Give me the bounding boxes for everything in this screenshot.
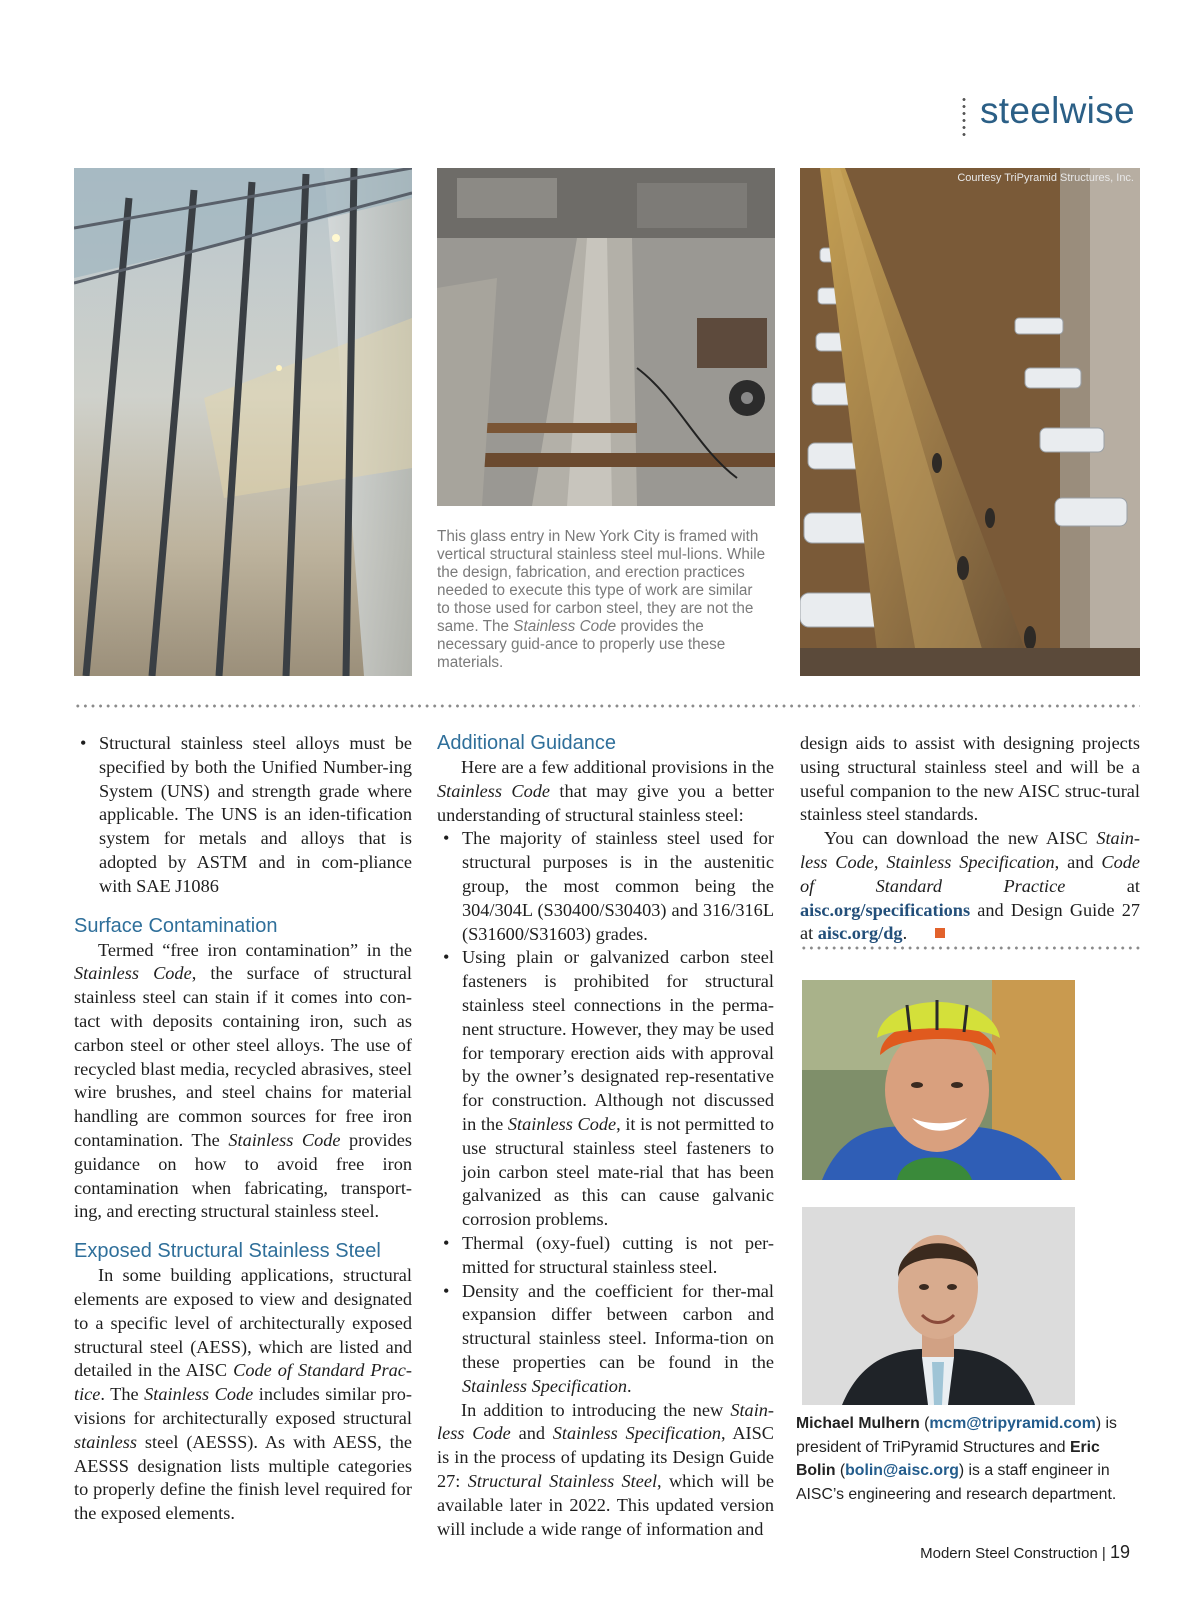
list-item	[437, 946, 774, 1232]
text: , the surface of structural stainless steel can stain if it comes into con-tact with deposits containing iron, such as carbon steel or other steel alloys. The use of recycled blast media, recycled abrasives, steel wire brushes, and steel chains for material handling are common sources for free iron contamination. The	[74, 963, 412, 1150]
paragraph-download	[800, 827, 1140, 946]
text: that may give you a better understanding of structural stainless steel:	[437, 780, 774, 825]
text-italic: Stainless Specification	[552, 1423, 721, 1444]
text-italic: Stainless Code	[437, 780, 551, 801]
text-italic: Stainless Specification	[462, 1375, 628, 1396]
list-item-text: The majority of stainless steel used for structural purposes is in the austenitic group, the most common being the 304/304L (S30400/S30403) and 316/316L (S31600/S31603) grades.	[462, 828, 774, 944]
text: ,	[873, 851, 887, 872]
photo-plate-on-rollers	[800, 168, 1140, 676]
text: provides guidance on how to avoid free iron contamination when fabricating, transport-ing, and erecting structural stainless steel.	[74, 1129, 412, 1222]
text-italic: Stain-less Code	[437, 1399, 774, 1444]
article-column-3	[800, 732, 1140, 946]
text: Here are a few additional provisions in the	[461, 757, 774, 777]
paragraph-surface	[74, 939, 412, 1225]
text: , and	[1054, 851, 1102, 872]
text-italic: Stainless Specification	[886, 851, 1055, 872]
bio-text: is president of TriPyramid Structures and	[796, 1415, 1117, 1456]
text-italic: Code of Standard Prac-tice	[74, 1360, 412, 1405]
photo-glass-entry	[74, 168, 412, 676]
article-column-2	[437, 730, 774, 1541]
paragraph-intro	[437, 756, 774, 827]
text: at	[1065, 875, 1140, 896]
text: Termed “free iron contamination” in the	[98, 939, 412, 960]
text: . The	[100, 1384, 145, 1405]
publication-name: Modern Steel Construction	[920, 1545, 1098, 1562]
text: .	[902, 923, 908, 944]
author-email-link[interactable]: mcm@tripyramid.com	[929, 1415, 1096, 1432]
divider-dotted-bio	[800, 946, 1140, 950]
list-item	[437, 1280, 774, 1399]
section-title: steelwise	[980, 90, 1135, 131]
text: Using plain or galvanized carbon steel fasteners is prohibited for structural stainless steel connections in the perma-nent structure. However, they may be used for temporary erection aids with approval by the owner’s designated rep-resentative for construction. Although not discussed in the	[462, 947, 774, 1134]
text: , it is not permitted to use structural stainless steel fasteners to join carbon steel mate-rial that has been galvanized as this can cause galvanic corrosion problems.	[462, 1113, 774, 1230]
text: and Design Guide 27 at	[800, 899, 1140, 944]
text: includes similar pro-visions for architecturally exposed structural	[74, 1384, 412, 1428]
author-name: Eric Bolin	[796, 1438, 1100, 1480]
author-name: Michael Mulhern	[796, 1415, 920, 1432]
text-italic: Code of Standard Practice	[800, 851, 1140, 896]
list-item	[437, 827, 774, 946]
divider-dotted	[74, 704, 1140, 708]
text: , AISC is in the process of updating its Design Guide 27:	[437, 1423, 774, 1491]
text: Density and the coefficient for ther-mal expansion differ between carbon and structural stainless steel. Informa-tion on these properties can be found in the	[462, 1280, 774, 1372]
header-dots	[962, 96, 966, 136]
photo-credit: Courtesy TriPyramid Structures, Inc.	[957, 172, 1134, 184]
list-item-text: Structural stainless steel alloys must be specified by both the Unified Number-ing System (UNS) and strength grade where applicable. The UNS is an iden-tification system for metals and alloys that is adopted by ASTM and in com-pliance with SAE J1086	[99, 733, 412, 896]
text-italic: Stainless Code	[507, 1113, 617, 1134]
heading-surface-contamination: Surface Contamination	[74, 914, 278, 937]
caption-text: This glass entry in New York City is framed with vertical structural stainless steel mul-lions. While the design, fabrication, and erection practices needed to execute this type of work are similar to those used for carbon steel, they are not the same. The	[437, 528, 766, 635]
caption-text-end: provides the necessary guid-ance to properly use these materials.	[437, 618, 726, 671]
caption-italic: Stainless Code	[513, 618, 617, 635]
text: .	[627, 1375, 632, 1396]
text-italic: Stainless Code	[228, 1129, 341, 1150]
end-mark-icon	[935, 928, 945, 938]
footer-separator: |	[1101, 1545, 1106, 1562]
text: In addition to introducing the new	[461, 1399, 731, 1420]
text-italic: Stain-less Code	[800, 828, 1140, 872]
paragraph-continued: design aids to assist with designing projects using structural stainless steel and will be a useful companion to the new AISC struc-tural stainless steel standards.	[800, 733, 1140, 825]
author-email-link[interactable]: bolin@aisc.org	[845, 1462, 959, 1480]
author-bio: Michael Mulhern (mcm@tripyramid.com) is president of TriPyramid Structures and Eric Bolin (bolin@aisc.org) is a staff engineer in AISC’s engineering and research department.	[796, 1415, 1117, 1503]
list-item	[74, 732, 412, 899]
text: and	[510, 1423, 553, 1444]
paragraph-exposed	[74, 1264, 412, 1526]
heading-additional-guidance: Additional Guidance	[437, 732, 617, 754]
photo-stainless-members	[437, 168, 775, 506]
page-footer	[920, 1542, 1130, 1563]
article-column-1	[74, 732, 412, 1526]
headshot-michael-mulhern	[802, 980, 1075, 1180]
list-item	[437, 1232, 774, 1280]
list-item-text: Thermal (oxy-fuel) cutting is not per-mitted for structural stainless steel.	[462, 1232, 774, 1277]
page-number: 19	[1109, 1542, 1130, 1562]
photo-caption	[437, 528, 767, 672]
paragraph-outro	[437, 1399, 774, 1542]
text: steel (AESSS). As with AESS, the AESSS designation lists multiple categories to properly define the finish level required for the exposed elements.	[74, 1431, 412, 1524]
text-italic: Structural Stainless Steel	[467, 1470, 658, 1491]
link-aisc-specifications[interactable]: aisc.org/specifications	[800, 899, 971, 920]
text-italic: Stainless Code	[144, 1384, 254, 1405]
text: You can download the new AISC	[824, 828, 1097, 849]
bio-text: is a staff engineer in AISC’s engineering and research department.	[796, 1462, 1117, 1503]
heading-exposed-structural: Exposed Structural Stainless Steel	[74, 1240, 381, 1263]
headshot-eric-bolin	[802, 1207, 1075, 1405]
text-italic: Stainless Code	[74, 963, 192, 984]
text: , which will be available later in 2022. This updated version will include a wide range of information and	[437, 1470, 774, 1539]
text-italic: stainless	[74, 1431, 137, 1452]
text: In some building applications, structural elements are exposed to view and designated to a specific level of architecturally exposed structural steel (AESS), which are listed and detailed in the AISC	[74, 1265, 412, 1381]
link-aisc-dg[interactable]: aisc.org/dg	[817, 923, 903, 944]
